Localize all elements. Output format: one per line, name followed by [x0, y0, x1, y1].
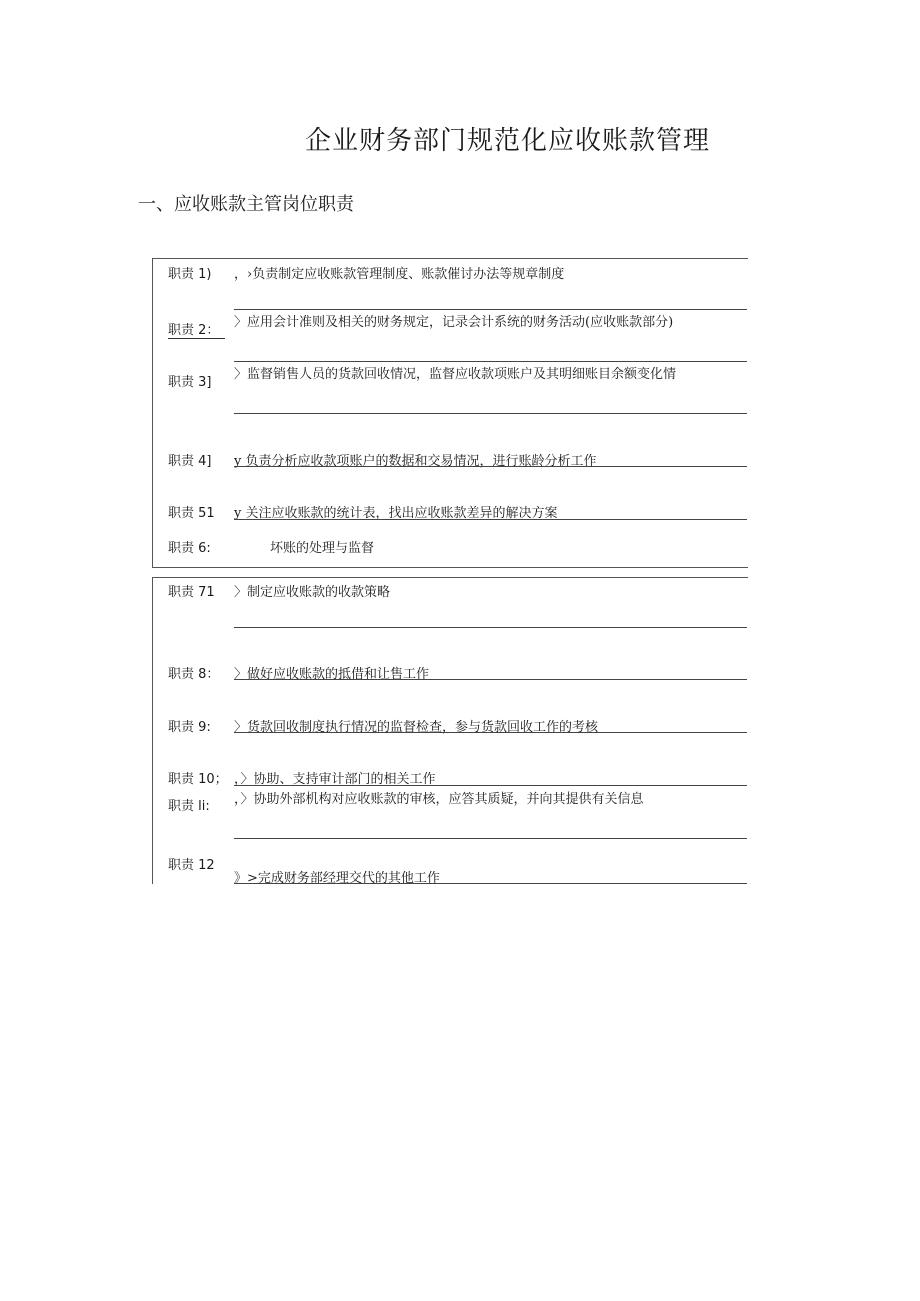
rule-line — [234, 838, 747, 839]
duty-label-3: 职责 3] — [168, 375, 212, 390]
duty-text-4: y 负责分析应收款项账户的数据和交易情况，进行账龄分析工作 — [234, 454, 597, 469]
duty-text-3: 〉监督销售人员的货款回收情况，监督应收款项账户及其明细账目余额变化情 — [234, 367, 677, 382]
duty-label-4: 职责 4] — [168, 454, 212, 469]
duty-label-11: 职责 li: — [168, 799, 210, 814]
duty-text-8: 〉做好应收账款的抵借和让售工作 — [234, 667, 430, 682]
duty-text-11: ，〉协助外部机构对应收账款的审核，应答其质疑，并向其提供有关信息 — [234, 792, 644, 807]
rule-line — [234, 413, 747, 414]
duty-label-12: 职责 12 — [168, 858, 215, 873]
duty-label-5: 职责 51 — [168, 506, 215, 521]
rule-line — [234, 679, 747, 680]
rule-line — [234, 883, 747, 884]
duty-text-12: 》>完成财务部经理交代的其他工作 — [234, 871, 440, 886]
rule-line — [234, 361, 747, 362]
duty-text-10: ，〉协助、支持审计部门的相关工作 — [234, 772, 436, 787]
duty-text-9: 〉货款回收制度执行情况的监督检查，参与货款回收工作的考核 — [234, 720, 599, 735]
duty-label-6: 职责 6: — [168, 541, 211, 556]
duty-text-5: y 关注应收账款的统计表，找出应收账款差异的解决方案 — [234, 506, 558, 521]
rule-line — [234, 519, 747, 520]
duty-text-2: 〉应用会计准则及相关的财务规定，记录会计系统的财务活动(应收账款部分) — [234, 315, 674, 330]
duty-text-6: 坏账的处理与监督 — [270, 541, 375, 556]
duty-label-2: 职责 2： — [168, 319, 225, 339]
duty-label-7: 职责 71 — [168, 585, 215, 600]
duty-label-10: 职责 10； — [168, 772, 228, 787]
rule-line — [234, 309, 747, 310]
duty-label-1: 职责 1) — [168, 267, 212, 282]
rule-line — [234, 627, 747, 628]
duty-label-9: 职责 9: — [168, 720, 211, 735]
duty-text-1: ，›负责制定应收账款管理制度、账款催讨办法等规章制度 — [234, 267, 565, 282]
document-title: 企业财务部门规范化应收账款管理 — [305, 126, 711, 156]
duty-text-7: 〉制定应收账款的收款策略 — [234, 585, 391, 600]
rule-line — [234, 732, 747, 733]
rule-line — [234, 466, 747, 467]
section-heading: 一、应收账款主管岗位职责 — [138, 194, 354, 215]
duty-label-8: 职责 8： — [168, 667, 220, 682]
rule-line — [234, 785, 747, 786]
